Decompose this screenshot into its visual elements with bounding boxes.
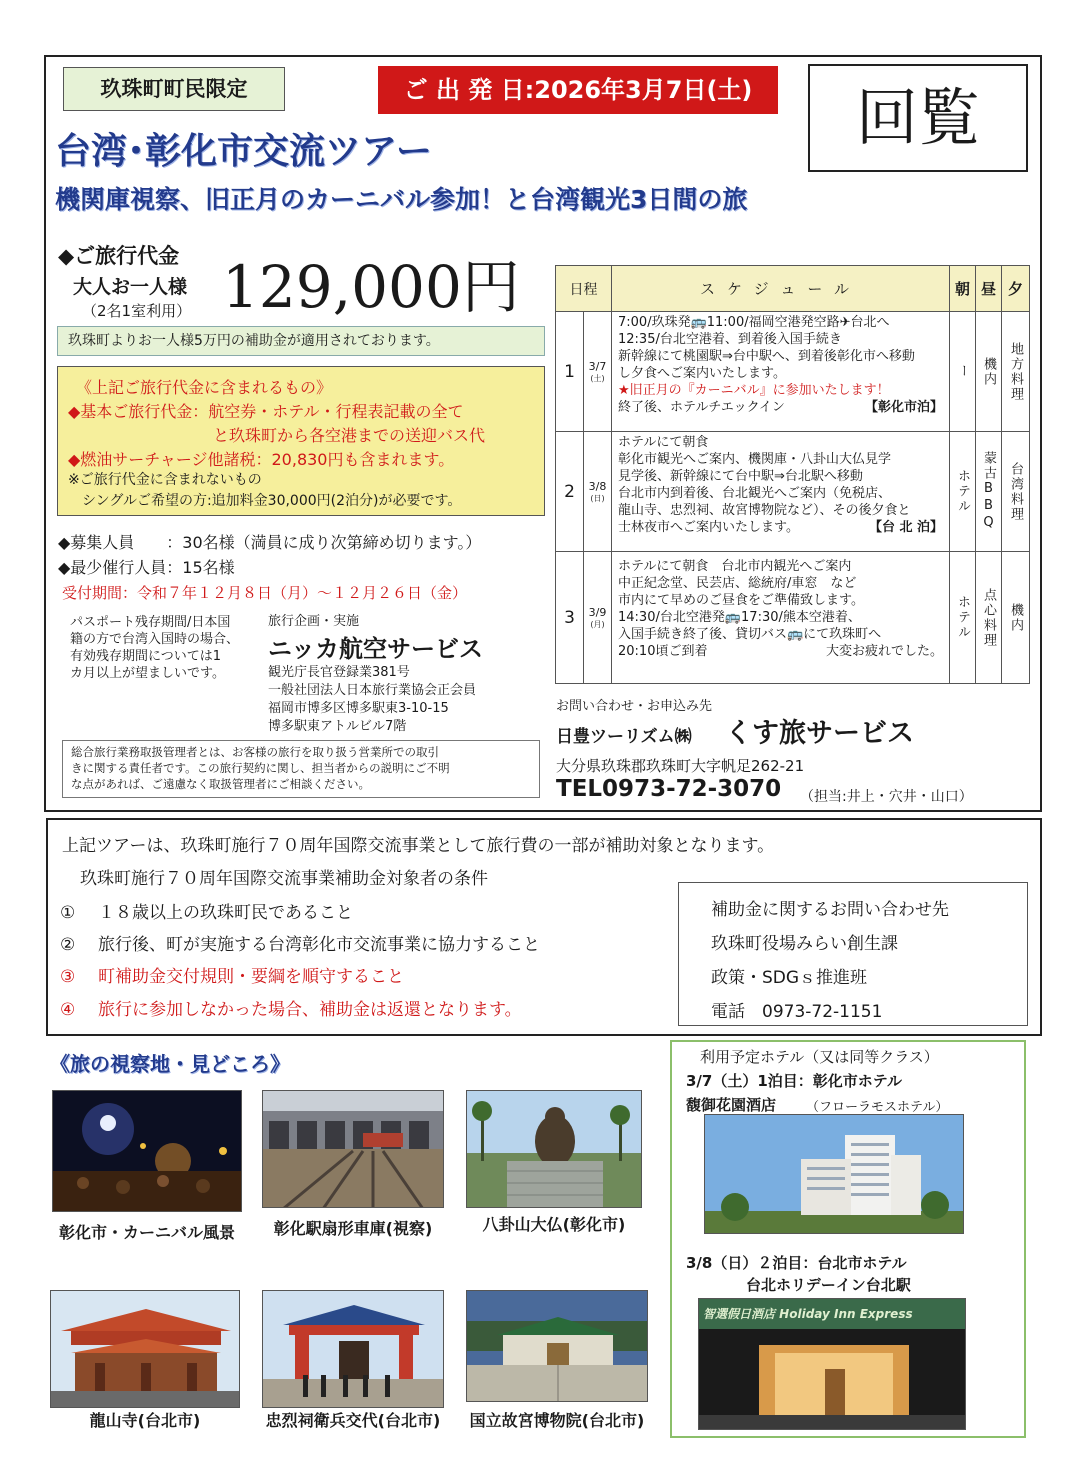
inquiry-dept: 玖珠町役場みらい創生課 xyxy=(711,934,898,954)
organizer-reg: 観光庁長官登録業381号 xyxy=(268,665,410,680)
departure-date-banner: ご 出 発 日:2026年3月7日(土) xyxy=(378,66,778,114)
caption-martyrs-shrine: 忠烈祠衛兵交代(台北市) xyxy=(265,1411,441,1430)
circulation-box: 回覧 xyxy=(808,64,1028,172)
hotel-2-sign: 智選假日酒店 Holiday Inn Express xyxy=(703,1307,913,1321)
contact-service: くす旅サービス xyxy=(725,718,914,749)
schedule-header-lunch: 昼 xyxy=(976,266,1002,312)
subsidy-note: 玖珠町よりお一人様5万円の補助金が適用されております。 xyxy=(57,326,545,356)
condition-3: ③ 町補助金交付規則・要綱を順守すること xyxy=(60,967,404,987)
inquiry-title: 補助金に関するお問い合わせ先 xyxy=(711,900,949,920)
subsidy-intro: 上記ツアーは、玖珠町施行７０周年国際交流事業として旅行費の一部が補助対象となります。 xyxy=(62,836,775,856)
photo-great-buddha xyxy=(466,1090,642,1208)
subsidy-inquiry-box xyxy=(678,882,1028,1026)
hotel-2-line-2: 台北ホリデーイン台北駅 xyxy=(746,1276,911,1294)
photo-hotel-flora xyxy=(704,1114,964,1234)
schedule-header-dinner: 夕 xyxy=(1002,266,1030,312)
contact-label: お問い合わせ・お申込み先 xyxy=(556,699,713,714)
included-line-4: ※ご旅行代金に含まれないもの xyxy=(68,472,262,488)
organizer xyxy=(268,610,548,736)
photo-hotel-holiday-inn xyxy=(698,1298,966,1430)
caption-roundhouse: 彰化駅扇形車庫(視察) xyxy=(273,1219,433,1238)
subsidy-conditions-title: 玖珠町施行７０周年国際交流事業補助金対象者の条件 xyxy=(80,869,488,889)
price-label: ◆ご旅行代金 xyxy=(58,244,180,268)
organizer-address-2: 博多駅東アトルビル7階 xyxy=(268,719,407,734)
condition-1: ① １８歳以上の玖珠町民であること xyxy=(60,903,353,923)
hotel-1-line-1: 3/7（土）1泊目：彰化市ホテル xyxy=(686,1072,903,1090)
photo-martyrs-shrine xyxy=(262,1290,444,1408)
price-amount: 129,000円 xyxy=(222,253,520,321)
hotel-title: 利用予定ホテル（又は同等クラス） xyxy=(700,1048,939,1066)
schedule-header-breakfast: 朝 xyxy=(950,266,976,312)
photo-palace-museum xyxy=(466,1290,648,1402)
caption-palace-museum: 国立故宮博物院(台北市) xyxy=(469,1411,645,1430)
contact-staff: （担当:井上・穴井・山口） xyxy=(800,789,973,805)
schedule-table xyxy=(555,265,1029,683)
hotel-2-line-1: 3/8（日）２泊目：台北市ホテル xyxy=(686,1254,907,1272)
hotel-1-line-2: 馥御花園酒店 xyxy=(686,1096,777,1114)
inquiry-tel: 電話 0973-72-1151 xyxy=(711,1002,883,1022)
schedule-header-day: 日程 xyxy=(556,266,612,312)
condition-4: ④ 旅行に参加しなかった場合、補助金は返還となります。 xyxy=(60,1000,522,1020)
price-per-person: 大人お一人様 xyxy=(73,276,188,298)
photo-carnival xyxy=(52,1090,242,1212)
included-line-2: と玖珠町から各空港までの送迎バス代 xyxy=(213,426,486,445)
caption-longshan-temple: 龍山寺(台北市) xyxy=(89,1411,201,1430)
schedule-row-day-3: 3 3/9 (月) ホテルにて朝食 台北市内観光へご案内 中正紀念堂、民芸店、総統府/車窓 など 市内にて早めのご昼食をご準備致します。 14:30/台北空港発🚌17:30/熊本空港着、 入国手続き終了後、貸切バス🚌にて玖珠町へ 20:10頃ご到着 大変お疲れでした。 ホテル 点心料理 機内 xyxy=(556,552,1030,684)
tour-subtitle: 機関庫視察、旧正月のカーニバル参加！と台湾観光3日間の旅 xyxy=(55,185,748,214)
manager-note: 総合旅行業務取扱管理者とは、お客様の旅行を取り扱う営業所での取引 きに関する責任者です。この旅行契約に関し、担当者からの説明にご不明 な点があれば、ご遠慮なく取扱管理者にご相談ください。 xyxy=(62,740,540,798)
schedule-row-day-1: 1 3/7 (土) 7:00/玖珠発🚌11:00/福岡空港発空路✈台北へ 12:35/台北空港着、到着後入国手続き 新幹線にて桃園駅⇒台中駅へ、到着後彰化市へ移動 し夕食へご案内いたします。 ★旧正月の『カーニバル』に参加いたします！ 終了後、ホテルチエックイン 【彰化市泊】 ー 機内 地方料理 xyxy=(556,312,1030,432)
photo-longshan-temple xyxy=(50,1290,240,1408)
organizer-address-1: 福岡市博多区博多駅東3-10-15 xyxy=(268,701,449,716)
tour-title: 台湾･彰化市交流ツアー xyxy=(55,131,432,172)
organizer-name: ニッカ航空サービス xyxy=(268,635,484,663)
included-line-5: シングルご希望の方:追加料金30,000円(2泊分)が必要です。 xyxy=(82,493,462,509)
included-box xyxy=(57,366,545,516)
resident-badge: 玖珠町町民限定 xyxy=(63,67,285,111)
schedule-header-schedule: スケジュール xyxy=(612,266,950,312)
recruitment-minimum: ◆最少催行人員：15名様 xyxy=(58,558,235,577)
recruitment-period: 受付期間：令和７年１２月８日（月）～１２月２６日（金） xyxy=(62,584,468,602)
inquiry-team: 政策・SDGｓ推進班 xyxy=(711,968,868,988)
condition-2: ② 旅行後、町が実施する台湾彰化市交流事業に協力すること xyxy=(60,935,540,955)
contact-address: 大分県玖珠郡玖珠町大字帆足262-21 xyxy=(556,757,805,775)
hotel-1-line-3: （フローラモスホテル） xyxy=(806,1100,949,1115)
contact-company: 日豊ツーリズム㈱ xyxy=(556,727,692,747)
included-line-1: ◆基本ご旅行代金：航空券・ホテル・行程表記載の全て xyxy=(68,402,464,421)
recruitment-capacity: ◆募集人員 ：30名様（満員に成り次第締め切ります。） xyxy=(58,533,482,552)
price-occupancy: （2名1室利用） xyxy=(82,302,192,320)
organizer-label: 旅行企画・実施 xyxy=(268,614,360,629)
contact-tel: TEL0973-72-3070 xyxy=(556,776,782,802)
passport-note: パスポート残存期間/日本国 籍の方で台湾入国時の場合、 有効残存期間については1 カ月以上が望ましいです。 xyxy=(70,615,240,681)
schedule-row-day-2: 2 3/8 (日) ホテルにて朝食 彰化市観光へご案内、機関庫・八卦山大仏見学 見学後、新幹線にて台中駅⇒台北駅へ移動 台北市内到着後、台北観光へご案内（免税店、 龍山寺、忠烈祠、故宮博物院など）、その後夕食と 士林夜市へご案内いたします。 【台 北 泊】 ホテル 蒙古BBQ 台湾料理 xyxy=(556,432,1030,552)
included-line-3: ◆燃油サーチャージ他諸税：20,830円も含まれます。 xyxy=(68,450,455,469)
caption-great-buddha: 八卦山大仏(彰化市) xyxy=(482,1215,626,1234)
photo-roundhouse xyxy=(262,1090,444,1208)
included-heading: 《上記ご旅行代金に含まれるもの》 xyxy=(76,378,333,397)
organizer-assoc: 一般社団法人日本旅行業協会正会員 xyxy=(268,683,477,698)
caption-carnival: 彰化市・カーニバル風景 xyxy=(58,1223,235,1242)
sights-heading: 《旅の視察地・見どころ》 xyxy=(50,1052,290,1076)
